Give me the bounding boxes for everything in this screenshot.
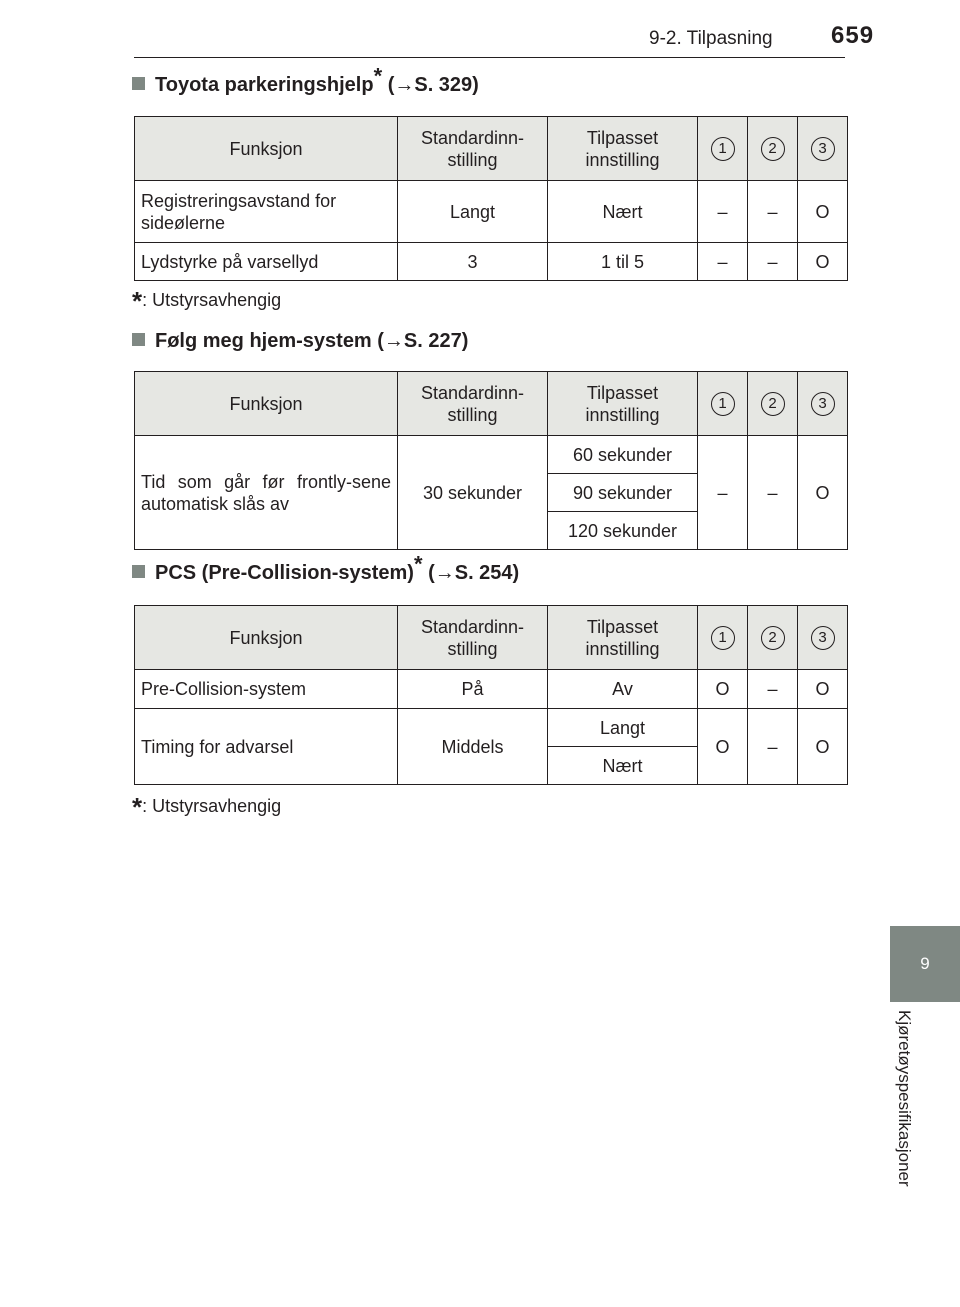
- asterisk-mark: *: [413, 551, 423, 577]
- col-header-function: Funksjon: [135, 606, 398, 670]
- footnote: *: Utstyrsavhengig: [132, 286, 282, 316]
- table-row: Timing for advarsel Middels Langt O – O: [135, 709, 848, 747]
- parking-assist-table: [134, 116, 848, 281]
- section-heading-parking: Toyota parkeringshjelp* (→S. 329): [132, 74, 479, 97]
- chapter-tab: [890, 926, 960, 1002]
- section-heading-pcs: PCS (Pre-Collision-system)* (→S. 254): [132, 562, 519, 585]
- asterisk-mark: *: [373, 63, 383, 89]
- circled-number-icon: 3: [811, 137, 835, 161]
- table-row: 120 sekunder: [135, 512, 848, 550]
- square-bullet-icon: [132, 77, 145, 90]
- table-row: Registreringsavstand for sideølerne Langt Nært – – O: [135, 181, 848, 243]
- circled-number-icon: 1: [711, 137, 735, 161]
- table-row: Lydstyrke på varsellyd 3 1 til 5 – – O: [135, 243, 848, 281]
- col-header-default: Standardinn-stilling: [398, 372, 548, 436]
- table-row: 90 sekunder: [135, 474, 848, 512]
- square-bullet-icon: [132, 333, 145, 346]
- pcs-table: [134, 605, 848, 785]
- col-header-custom: Tilpasset innstilling: [548, 606, 698, 670]
- col-header-function: Funksjon: [135, 372, 398, 436]
- circled-number-icon: 1: [711, 626, 735, 650]
- circled-number-icon: 2: [761, 392, 785, 416]
- chapter-side-label: [894, 1010, 924, 1230]
- page-reference: (→S. 227): [371, 330, 469, 352]
- chapter-number: 9: [920, 954, 930, 973]
- table-row: Nært: [135, 747, 848, 785]
- table-row: Tid som går før frontly-sene automatisk slås av 30 sekunder 60 sekunder – – O: [135, 436, 848, 474]
- circled-number-icon: 2: [761, 137, 785, 161]
- header-section-title: 9-2. Tilpasning: [649, 28, 773, 49]
- page-reference: (→S. 254): [422, 562, 520, 584]
- circled-number-icon: 2: [761, 626, 785, 650]
- col-header-custom: Tilpasset innstilling: [548, 117, 698, 181]
- header-rule: [134, 57, 845, 58]
- asterisk-mark: *: [132, 792, 143, 822]
- square-bullet-icon: [132, 565, 145, 578]
- circled-number-icon: 1: [711, 392, 735, 416]
- follow-me-home-table: [134, 371, 848, 550]
- col-header-custom: Tilpasset innstilling: [548, 372, 698, 436]
- footnote: *: Utstyrsavhengig: [132, 792, 282, 822]
- col-header-function: Funksjon: [135, 117, 398, 181]
- page-number: 659: [831, 22, 875, 49]
- circled-number-icon: 3: [811, 392, 835, 416]
- page-reference: (→S. 329): [382, 74, 479, 96]
- asterisk-mark: *: [132, 286, 143, 316]
- chapter-title: Kjøretøyspesifikasjoner: [895, 1010, 914, 1187]
- col-header-default: Standardinn-stilling: [398, 606, 548, 670]
- section-heading-follow-me-home: Følg meg hjem-system (→S. 227): [132, 330, 468, 353]
- circled-number-icon: 3: [811, 626, 835, 650]
- col-header-default: Standardinn-stilling: [398, 117, 548, 181]
- table-row: Pre-Collision-system På Av O – O: [135, 670, 848, 709]
